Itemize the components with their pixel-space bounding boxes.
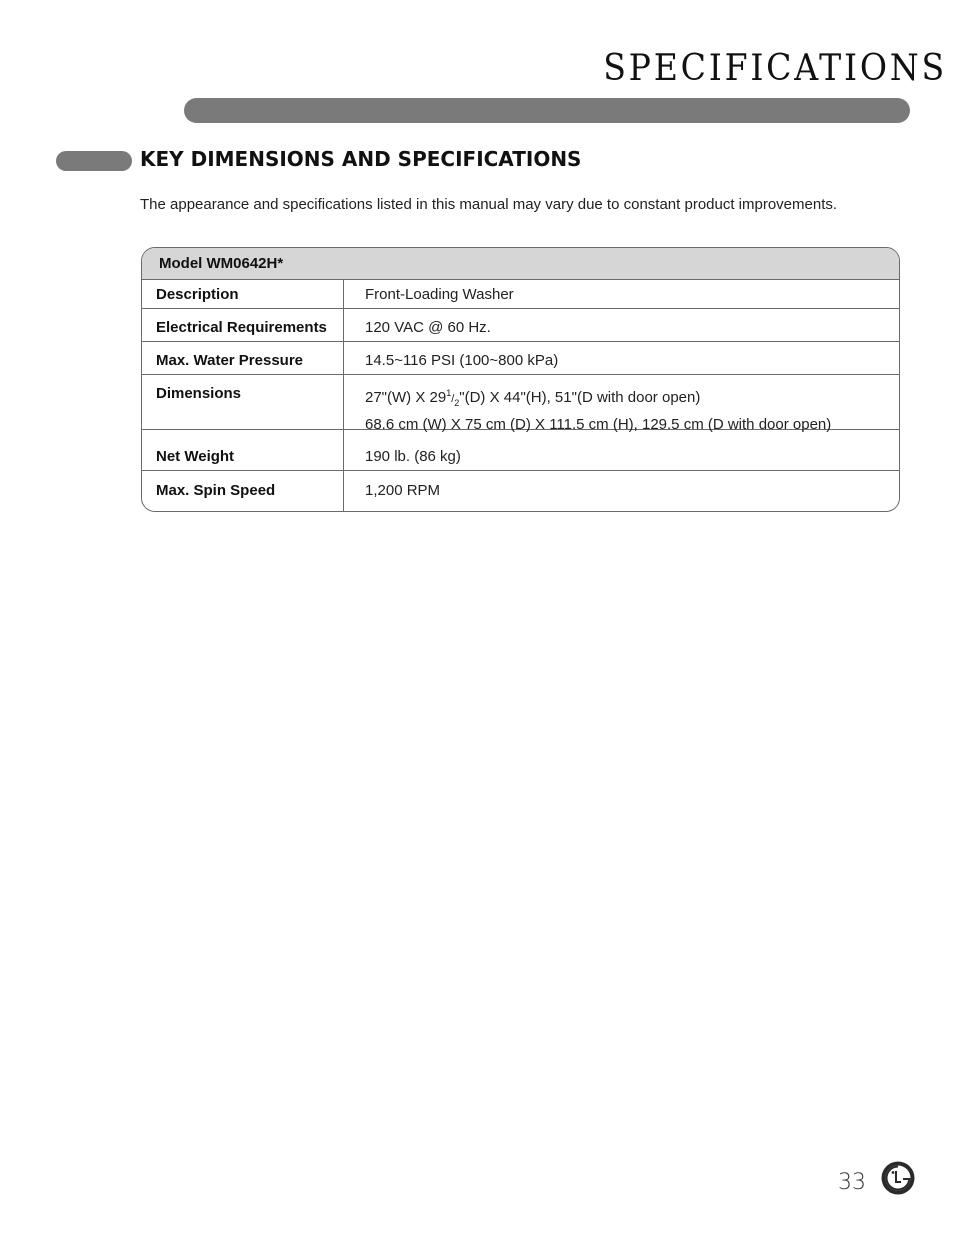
page-title: SPECIFICATIONS (603, 48, 947, 89)
intro-text: The appearance and specifications listed in this manual may vary due to constant product improvements. (140, 196, 838, 213)
table-row (142, 375, 899, 433)
model-label: Model WM0642H* (159, 255, 284, 272)
row-value (365, 383, 831, 435)
section-heading: KEY DIMENSIONS AND SPECIFICATIONS (140, 147, 582, 171)
table-row (142, 280, 899, 309)
row-label: Description (156, 286, 239, 303)
dimensions-metric: 68.6 cm (W) X 75 cm (D) X 111.5 cm (H), 129.5 cm (D with door open) (365, 416, 832, 433)
row-value: 14.5~116 PSI (100~800 kPa) (365, 352, 559, 369)
row-label: Max. Spin Speed (156, 482, 276, 499)
spec-table (141, 247, 900, 512)
table-row (142, 342, 899, 375)
row-label: Max. Water Pressure (156, 352, 304, 369)
title-bar (184, 98, 910, 123)
table-row (142, 309, 899, 342)
row-label: Net Weight (156, 448, 235, 465)
spec-table-header (142, 248, 899, 280)
row-label: Dimensions (156, 385, 242, 402)
row-label: Electrical Requirements (156, 319, 327, 336)
row-value: 1,200 RPM (365, 482, 441, 499)
dimensions-imperial: 27"(W) X $29^1/_2"(D)$ X 44"(H), 51"(D with door open) (365, 388, 701, 408)
row-value: 120 VAC @ 60 Hz. (365, 319, 491, 336)
page-number: 33 (838, 1170, 866, 1195)
lg-logo-icon (881, 1161, 915, 1195)
row-value: Front-Loading Washer (365, 286, 514, 303)
table-row (142, 430, 899, 471)
table-row (142, 471, 899, 511)
section-pill (56, 151, 132, 171)
row-value: 190 lb. (86 kg) (365, 448, 461, 465)
